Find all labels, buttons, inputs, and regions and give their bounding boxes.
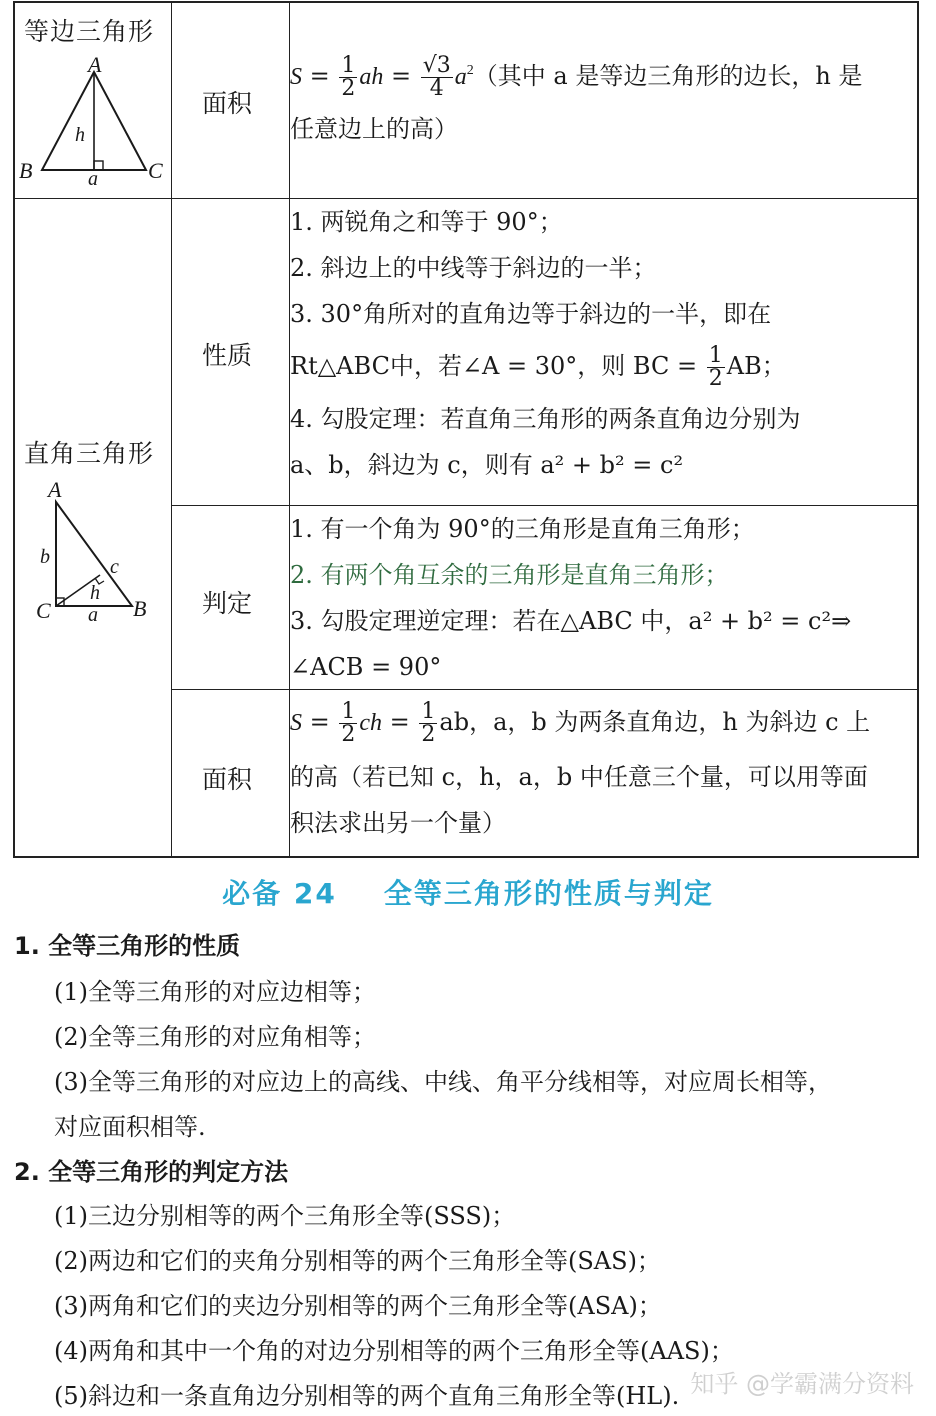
right-label-C: C xyxy=(36,598,51,623)
watermark: 知乎 @学霸满分资料 xyxy=(690,1370,914,1398)
equilateral-area-attr: 面积 xyxy=(202,89,253,118)
right-prop-3-cont-a: Rt△ABC中，若∠A = 30°，则 BC = xyxy=(290,352,698,380)
equi-label-a: a xyxy=(88,168,98,190)
right-label-h: h xyxy=(90,582,100,604)
equilateral-area-formula: S = $\frac{1}{2}$ ah = $\frac{√3}{4}$ $a^2$（其中 a 是等边三角形的边长，h 是 xyxy=(290,53,863,101)
col-divider-1 xyxy=(171,3,172,856)
equi-label-C: C xyxy=(148,158,163,183)
right-judge-3-cont: ∠ACB = 90° xyxy=(290,653,442,681)
section-title: 必备 24 全等三角形的性质与判定 xyxy=(222,877,714,910)
right-triangle-title: 直角三角形 xyxy=(24,439,155,468)
right-judge-content xyxy=(290,506,900,690)
formula-lhs: S xyxy=(290,64,302,90)
right-prop-1: 1. 两锐角之和等于 90°； xyxy=(290,208,563,236)
right-area-text-3: 积法求出另一个量） xyxy=(290,809,506,837)
right-prop-4-cont: a、b，斜边为 c，则有 a² + b² = c² xyxy=(290,451,684,479)
formula-S: S xyxy=(290,710,302,736)
fraction-root3-over-4: $\frac{√3}{4}$ xyxy=(422,53,451,101)
equi-label-A: A xyxy=(88,52,102,77)
heading-properties: 1. 全等三角形的性质 xyxy=(14,932,241,960)
formula-ch: ch xyxy=(359,710,383,736)
right-judge-1: 1. 有一个角为 90°的三角形是直角三角形； xyxy=(290,515,755,543)
fraction-one-half-b: $\frac{1}{2}$ xyxy=(708,343,723,391)
formula-a2: $a^2$ xyxy=(454,63,474,90)
property-item-3-cont: 对应面积相等. xyxy=(54,1113,206,1141)
right-prop-3: 3. 30°角所对的直角边等于斜边的一半，即在 xyxy=(290,300,772,328)
right-prop-3-cont xyxy=(290,343,900,390)
equi-label-h: h xyxy=(75,124,85,146)
heading-methods: 2. 全等三角形的判定方法 xyxy=(14,1158,289,1186)
right-area-text-2: 的高（若已知 c，h，a，b 中任意三个量，可以用等面 xyxy=(290,763,868,791)
equilateral-area-line2: 任意边上的高） xyxy=(290,115,458,143)
right-label-a: a xyxy=(88,604,98,626)
right-props-content xyxy=(290,199,900,488)
method-item-hl: (5)斜边和一条直角边分别相等的两个直角三角形全等(HL). xyxy=(54,1382,680,1410)
fraction-one-half-c: $\frac{1}{2}$ xyxy=(341,699,356,747)
right-prop-3-cont-b: AB； xyxy=(726,352,786,380)
equilateral-area-content xyxy=(290,48,900,152)
fraction-one-half-d: $\frac{1}{2}$ xyxy=(421,699,436,747)
right-prop-4: 4. 勾股定理：若直角三角形的两条直角边分别为 xyxy=(290,405,801,433)
right-prop-attr: 性质 xyxy=(202,341,253,370)
right-judge-2: 2. 有两个角互余的三角形是直角三角形； xyxy=(290,561,729,589)
right-area-text-1: ab，a，b 为两条直角边，h 为斜边 c 上 xyxy=(439,708,871,736)
property-item-1: (1)全等三角形的对应边相等； xyxy=(54,978,376,1006)
equilateral-area-note: （其中 a 是等边三角形的边长，h 是 xyxy=(473,62,863,90)
right-label-A: A xyxy=(48,477,62,502)
fraction-one-half: $\frac{1}{2}$ xyxy=(341,53,356,101)
right-area-content xyxy=(290,699,900,846)
equi-label-B: B xyxy=(19,158,33,183)
right-area-attr: 面积 xyxy=(202,765,253,794)
right-label-b: b xyxy=(40,546,50,568)
right-judge-attr: 判定 xyxy=(202,589,253,618)
equilateral-title: 等边三角形 xyxy=(24,17,155,46)
formula-ah: ah xyxy=(359,64,384,90)
method-item-sas: (2)两边和它们的夹角分别相等的两个三角形全等(SAS)； xyxy=(54,1247,661,1275)
method-item-sss: (1)三边分别相等的两个三角形全等(SSS)； xyxy=(54,1202,516,1230)
right-prop-2: 2. 斜边上的中线等于斜边的一半； xyxy=(290,254,657,282)
property-item-3: (3)全等三角形的对应边上的高线、中线、角平分线相等，对应周长相等， xyxy=(54,1068,832,1096)
method-item-asa: (3)两角和它们的夹边分别相等的两个三角形全等(ASA)； xyxy=(54,1292,662,1320)
property-item-2: (2)全等三角形的对应角相等； xyxy=(54,1023,376,1051)
right-label-c: c xyxy=(110,556,119,578)
right-area-formula: S = $\frac{1}{2}$ ch = $\frac{1}{2}$ ab，a，b 为两条直角边，h 为斜边 c 上 xyxy=(290,699,871,747)
method-item-aas: (4)两角和其中一个角的对边分别相等的两个三角形全等(AAS)； xyxy=(54,1337,734,1365)
right-label-B: B xyxy=(133,596,147,621)
right-judge-3: 3. 勾股定理逆定理：若在△ABC 中，a² + b² = c²⇒ xyxy=(290,607,852,635)
